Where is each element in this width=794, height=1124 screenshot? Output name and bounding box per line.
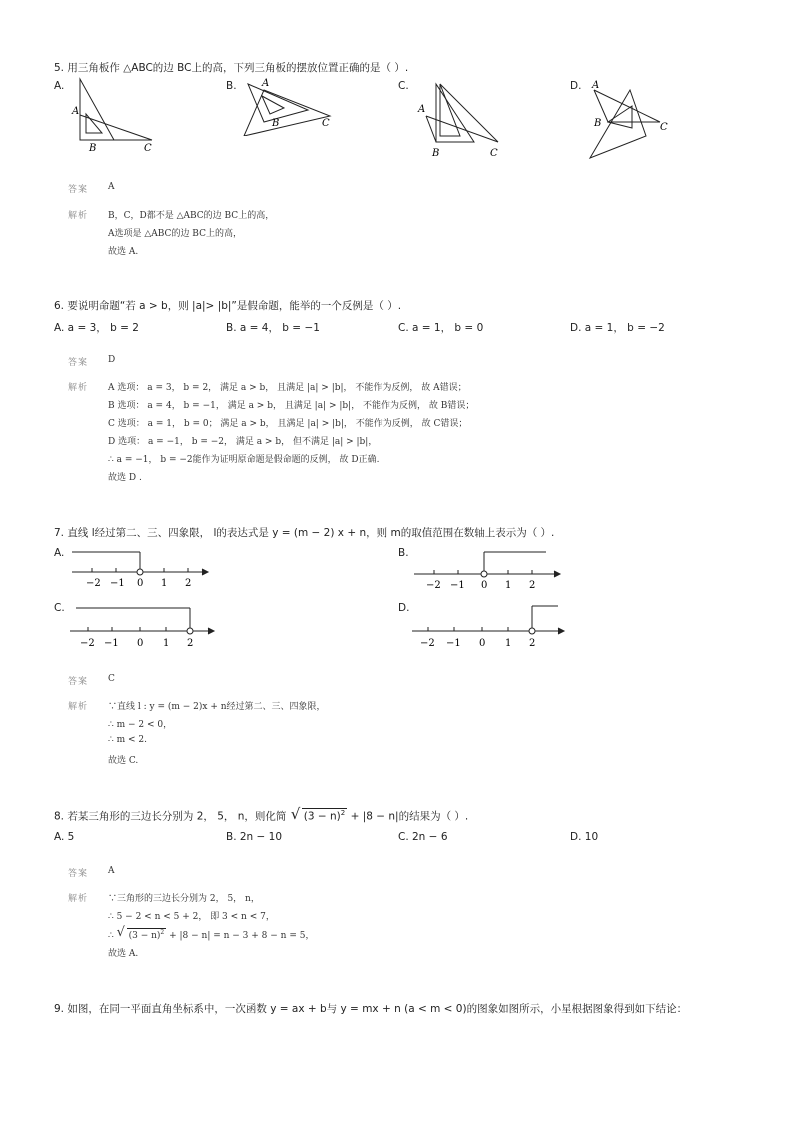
tick-label: 1	[161, 578, 168, 589]
tick-label: −2	[86, 578, 101, 589]
q7-number-line-c	[66, 602, 224, 650]
q5-figure-c	[414, 80, 514, 160]
tick-label: −1	[110, 578, 125, 589]
q6-answer-label: 答案	[68, 358, 89, 368]
q5-analysis-line: 故选 A.	[108, 247, 139, 257]
vertex-a-label: A	[262, 78, 270, 89]
q5-analysis-line: A选项是 △ABC的边 BC上的高，	[108, 229, 242, 239]
tick-label: 2	[529, 580, 536, 591]
q8-analysis-line: 故选 A.	[108, 949, 139, 959]
q6-answer: D	[108, 355, 116, 365]
tick-label: −1	[446, 638, 461, 649]
q8-option-d[interactable]: D. 10	[570, 831, 599, 843]
q7-answer: C	[108, 674, 115, 684]
q5-figure-a	[66, 76, 166, 156]
vertex-a-label: A	[592, 80, 600, 91]
vertex-a-label: A	[72, 106, 80, 117]
tick-label: 2	[187, 638, 194, 649]
q7-option-b[interactable]: B.	[398, 547, 409, 559]
vertex-b-label: B	[432, 148, 440, 159]
q8-analysis-line: ∵三角形的三边长分别为 2， 5， n，	[108, 894, 260, 904]
tick-label: −2	[420, 638, 435, 649]
tick-label: −2	[426, 580, 441, 591]
q8-sqrt: √ $(3 - n)^2$	[290, 805, 346, 823]
q8-stem	[54, 805, 469, 824]
q7-option-c[interactable]: C.	[54, 602, 65, 614]
q7-number-line-a	[66, 548, 216, 590]
q5-answer-label: 答案	[68, 185, 89, 195]
tick-label: −2	[80, 638, 95, 649]
tick-label: −1	[104, 638, 119, 649]
q9-stem: 9. 如图，在同一平面直角坐标系中，一次函数 y = ax + b与 y = mx + n (a < m < 0)的图象如图所示，小星根据图象得到如下结论：	[54, 1003, 688, 1015]
q7-option-d[interactable]: D.	[398, 602, 410, 614]
q7-analysis-line: 故选 C.	[108, 756, 139, 766]
q8-stem-suffix: + |8 − n|的结果为（ ）.	[350, 810, 469, 823]
vertex-c-label: C	[660, 122, 668, 133]
q6-analysis-line: 故选 D .	[108, 473, 142, 483]
vertex-a-label: A	[418, 104, 426, 115]
q6-option-a[interactable]: A. a = 3， b = 2	[54, 322, 139, 334]
q5-figure-d	[586, 76, 676, 162]
vertex-b-label: B	[272, 118, 280, 129]
q5-analysis-label: 解析	[68, 211, 89, 221]
q6-option-d[interactable]: D. a = 1， b = −2	[570, 322, 665, 334]
q7-answer-label: 答案	[68, 677, 89, 687]
q6-stem: 6. 要说明命题“若 a > b，则 |a|> |b|”是假命题，能举的一个反例是（ ）.	[54, 300, 402, 312]
q6-analysis-line: A 选项： a = 3， b = 2， 满足 a > b， 且满足 |a| > |b|， 不能作为反例， 故 A错误；	[108, 383, 467, 393]
q6-analysis-line: ∴ a = −1， b = −2能作为证明原命题是假命题的反例， 故 D正确.	[108, 455, 380, 465]
q5-option-d[interactable]: D.	[570, 80, 582, 92]
q8-analysis-label: 解析	[68, 894, 89, 904]
q8-option-c[interactable]: C. 2n − 6	[398, 831, 448, 843]
q8-option-b[interactable]: B. 2n − 10	[226, 831, 283, 843]
q5-stem: 5. 用三角板作 △ABC的边 BC上的高，下列三角板的摆放位置正确的是（ ）.	[54, 62, 409, 74]
q7-analysis-line: ∴ m < 2.	[108, 735, 147, 745]
q6-analysis-line: D 选项： a = −1， b = −2， 满足 a > b， 但不满足 |a| > |b|，	[108, 437, 378, 447]
vertex-b-label: B	[89, 143, 97, 154]
tick-label: 1	[505, 638, 512, 649]
vertex-c-label: C	[490, 148, 498, 159]
q8-answer: A	[108, 866, 115, 876]
q5-option-c[interactable]: C.	[398, 80, 409, 92]
q8-stem-prefix: 8. 若某三角形的三边长分别为 2， 5， n，则化简	[54, 810, 287, 823]
q7-analysis-line: ∵直线 l : y = (m − 2)x + n经过第二、三、四象限，	[108, 702, 326, 712]
q7-stem: 7. 直线 l经过第二、三、四象限， l的表达式是 y = (m − 2) x + n，则 m的取值范围在数轴上表示为（ ）.	[54, 527, 555, 539]
q8-option-a[interactable]: A. 5	[54, 831, 75, 843]
q8-analysis-line: ∴ √ $(3 - n)^2 + |8 - n| = n - 3 + 8 - n = 5$，	[108, 925, 315, 941]
q6-analysis-line: C 选项： a = 1， b = 0； 满足 a > b， 且满足 |a| > |b|， 不能作为反例， 故 C错误；	[108, 419, 468, 429]
sqrt-icon: √	[290, 805, 301, 823]
q6-option-b[interactable]: B. a = 4， b = −1	[226, 322, 320, 334]
q6-option-c[interactable]: C. a = 1， b = 0	[398, 322, 484, 334]
tick-label: 0	[137, 638, 144, 649]
q8-answer-label: 答案	[68, 869, 89, 879]
vertex-c-label: C	[144, 143, 152, 154]
q7-analysis-label: 解析	[68, 702, 89, 712]
q5-option-a[interactable]: A.	[54, 80, 65, 92]
tick-label: −1	[450, 580, 465, 591]
tick-label: 0	[481, 580, 488, 591]
q5-option-b[interactable]: B.	[226, 80, 237, 92]
q7-analysis-line: ∴ m − 2 < 0，	[108, 720, 173, 730]
q5-answer: A	[108, 182, 115, 192]
sqrt-icon: √	[116, 925, 125, 940]
tick-label: 0	[137, 578, 144, 589]
q7-option-a[interactable]: A.	[54, 547, 65, 559]
q7-number-line-d	[408, 602, 568, 650]
tick-label: 0	[479, 638, 486, 649]
q6-analysis-line: B 选项： a = 4， b = −1， 满足 a > b， 且满足 |a| > |b|， 不能作为反例， 故 B错误；	[108, 401, 475, 411]
q5-analysis-line: B，C，D都不是 △ABC的边 BC上的高，	[108, 211, 275, 221]
q8-sqrt-radicand: (3 − n)	[303, 810, 341, 823]
q6-analysis-label: 解析	[68, 383, 89, 393]
q5-figure-b	[238, 76, 338, 136]
tick-label: 2	[185, 578, 192, 589]
tick-label: 1	[163, 638, 170, 649]
vertex-b-label: B	[594, 118, 602, 129]
q8-analysis-line: ∴ 5 − 2 < n < 5 + 2， 即 3 < n < 7，	[108, 912, 275, 922]
tick-label: 1	[505, 580, 512, 591]
q8-analysis-sqrt: √ $(3 - n)^2$	[116, 925, 165, 941]
q7-number-line-b	[408, 550, 566, 592]
tick-label: 2	[529, 638, 536, 649]
vertex-c-label: C	[322, 118, 330, 129]
